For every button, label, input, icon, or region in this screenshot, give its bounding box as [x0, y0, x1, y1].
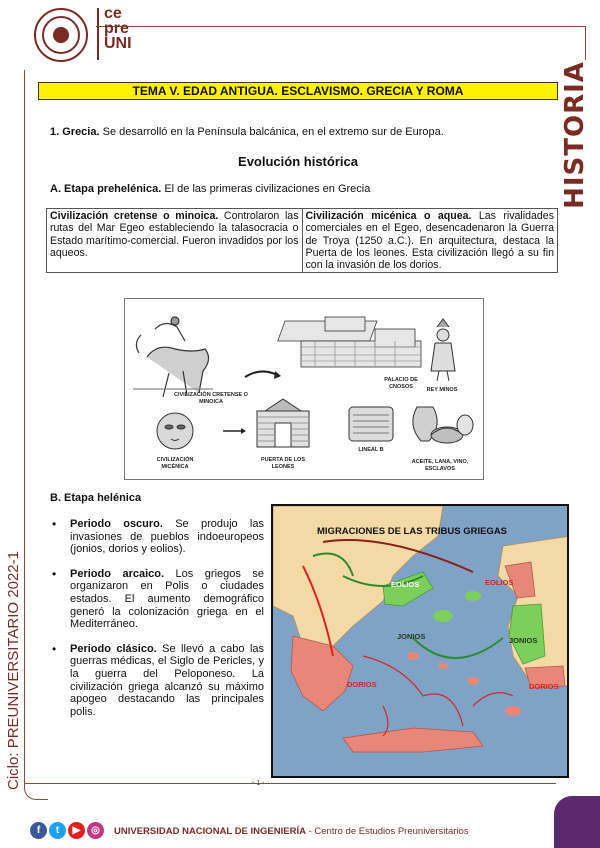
frame-corner [24, 780, 48, 800]
periods-list [50, 518, 264, 730]
label-dorios-1: DORIOS [347, 680, 377, 689]
caption-puerta: PUERTA DE LOS LEONES [260, 457, 305, 470]
civilizations-table [46, 208, 558, 273]
intro-paragraph: 1. Grecia. Se desarrolló en la Península balcánica, en el extremo sur de Europa. [50, 126, 444, 138]
label-jonios-2: JONIOS [509, 636, 538, 645]
list-item: • Periodo oscuro. Se produjo las invasiones de pueblos indoeuropeos (jonios, dorios y eolios). [50, 518, 264, 556]
caption-palacio: PALACIO DE CNOSOS [384, 377, 418, 390]
list-item: • Periodo clásico. Se llevó a cabo las guerras médicas, el Siglo de Pericles, y la guerra del Peloponeso. La civilización griega alcanzó su máximo apogeo destacando las principales polis. [50, 643, 264, 719]
subject-label: HISTORIA [560, 61, 591, 209]
section-title: Evolución histórica [238, 154, 358, 169]
map-title: MIGRACIONES DE LAS TRIBUS GRIEGAS [317, 526, 508, 537]
youtube-icon[interactable]: ▶ [68, 822, 85, 839]
frame-line-top [96, 26, 586, 27]
caption-micenica: CIVILIZACIÓN MICÉNICA [156, 457, 194, 470]
frame-line-right [585, 26, 586, 60]
etapa-a-heading: A. Etapa prehelénica. El de las primeras civilizaciones en Grecia [50, 183, 371, 195]
cepre-uni-logo: ce pre UNI [104, 5, 132, 52]
twitter-icon[interactable]: t [49, 822, 66, 839]
page-number: - 1 - [252, 780, 265, 787]
page-title: TEMA V. EDAD ANTIGUA. ESCLAVISMO. GRECIA Y ROMA [38, 82, 558, 100]
cell-cretense: Civilización cretense o minoica. Controlaron las rutas del Mar Egeo estableciendo la talasocracia o Estado marítimo-comercial. Fueron invadidos por los aqueos. [47, 209, 303, 273]
label-eolios-1: EOLIOS [391, 580, 420, 589]
university-seal-icon [34, 8, 88, 62]
corner-tab [554, 796, 600, 848]
etapa-b-heading: B. Etapa helénica [50, 492, 142, 504]
prehellenic-illustration [124, 298, 484, 480]
logo-divider [97, 8, 99, 60]
cycle-label: Ciclo: PREUNIVERSITARIO 2022-1 [4, 550, 22, 790]
label-eolios-2: EOLIOS [485, 578, 514, 587]
label-jonios-1: JONIOS [397, 632, 426, 641]
list-item: • Periodo arcaico. Los griegos se organizaron en Polis o ciudades estados. El aumento demográfico generó la colonización griega en el Mediterráneo. [50, 568, 264, 631]
frame-line-bottom [24, 783, 556, 784]
caption-cretense: CIVILIZACIÓN CRETENSE O MINOICA [174, 392, 248, 405]
caption-lineal: LINEAL B [358, 447, 384, 453]
cell-micenica: Civilización micénica o aquea. Las rivalidades comerciales en el Egeo, desencadenaron la Guerra de Troya (1250 a.C.). En arquitectura, destaca la Puerta de los leones. Esta civilización llegó a su fin con la invasión de los dorios. [302, 209, 558, 273]
footer-institution: UNIVERSIDAD NACIONAL DE INGENIERÍA - Centro de Estudios Preuniversitarios [114, 826, 469, 837]
frame-line-left [24, 70, 25, 780]
label-dorios-2: DORIOS [529, 682, 559, 691]
migrations-map [271, 504, 569, 778]
instagram-icon[interactable]: ◎ [87, 822, 104, 839]
facebook-icon[interactable]: f [30, 822, 47, 839]
caption-aceite: ACEITE, LANA, VINO, ESCLAVOS [411, 459, 469, 472]
caption-rey: REY MINOS [426, 387, 458, 393]
